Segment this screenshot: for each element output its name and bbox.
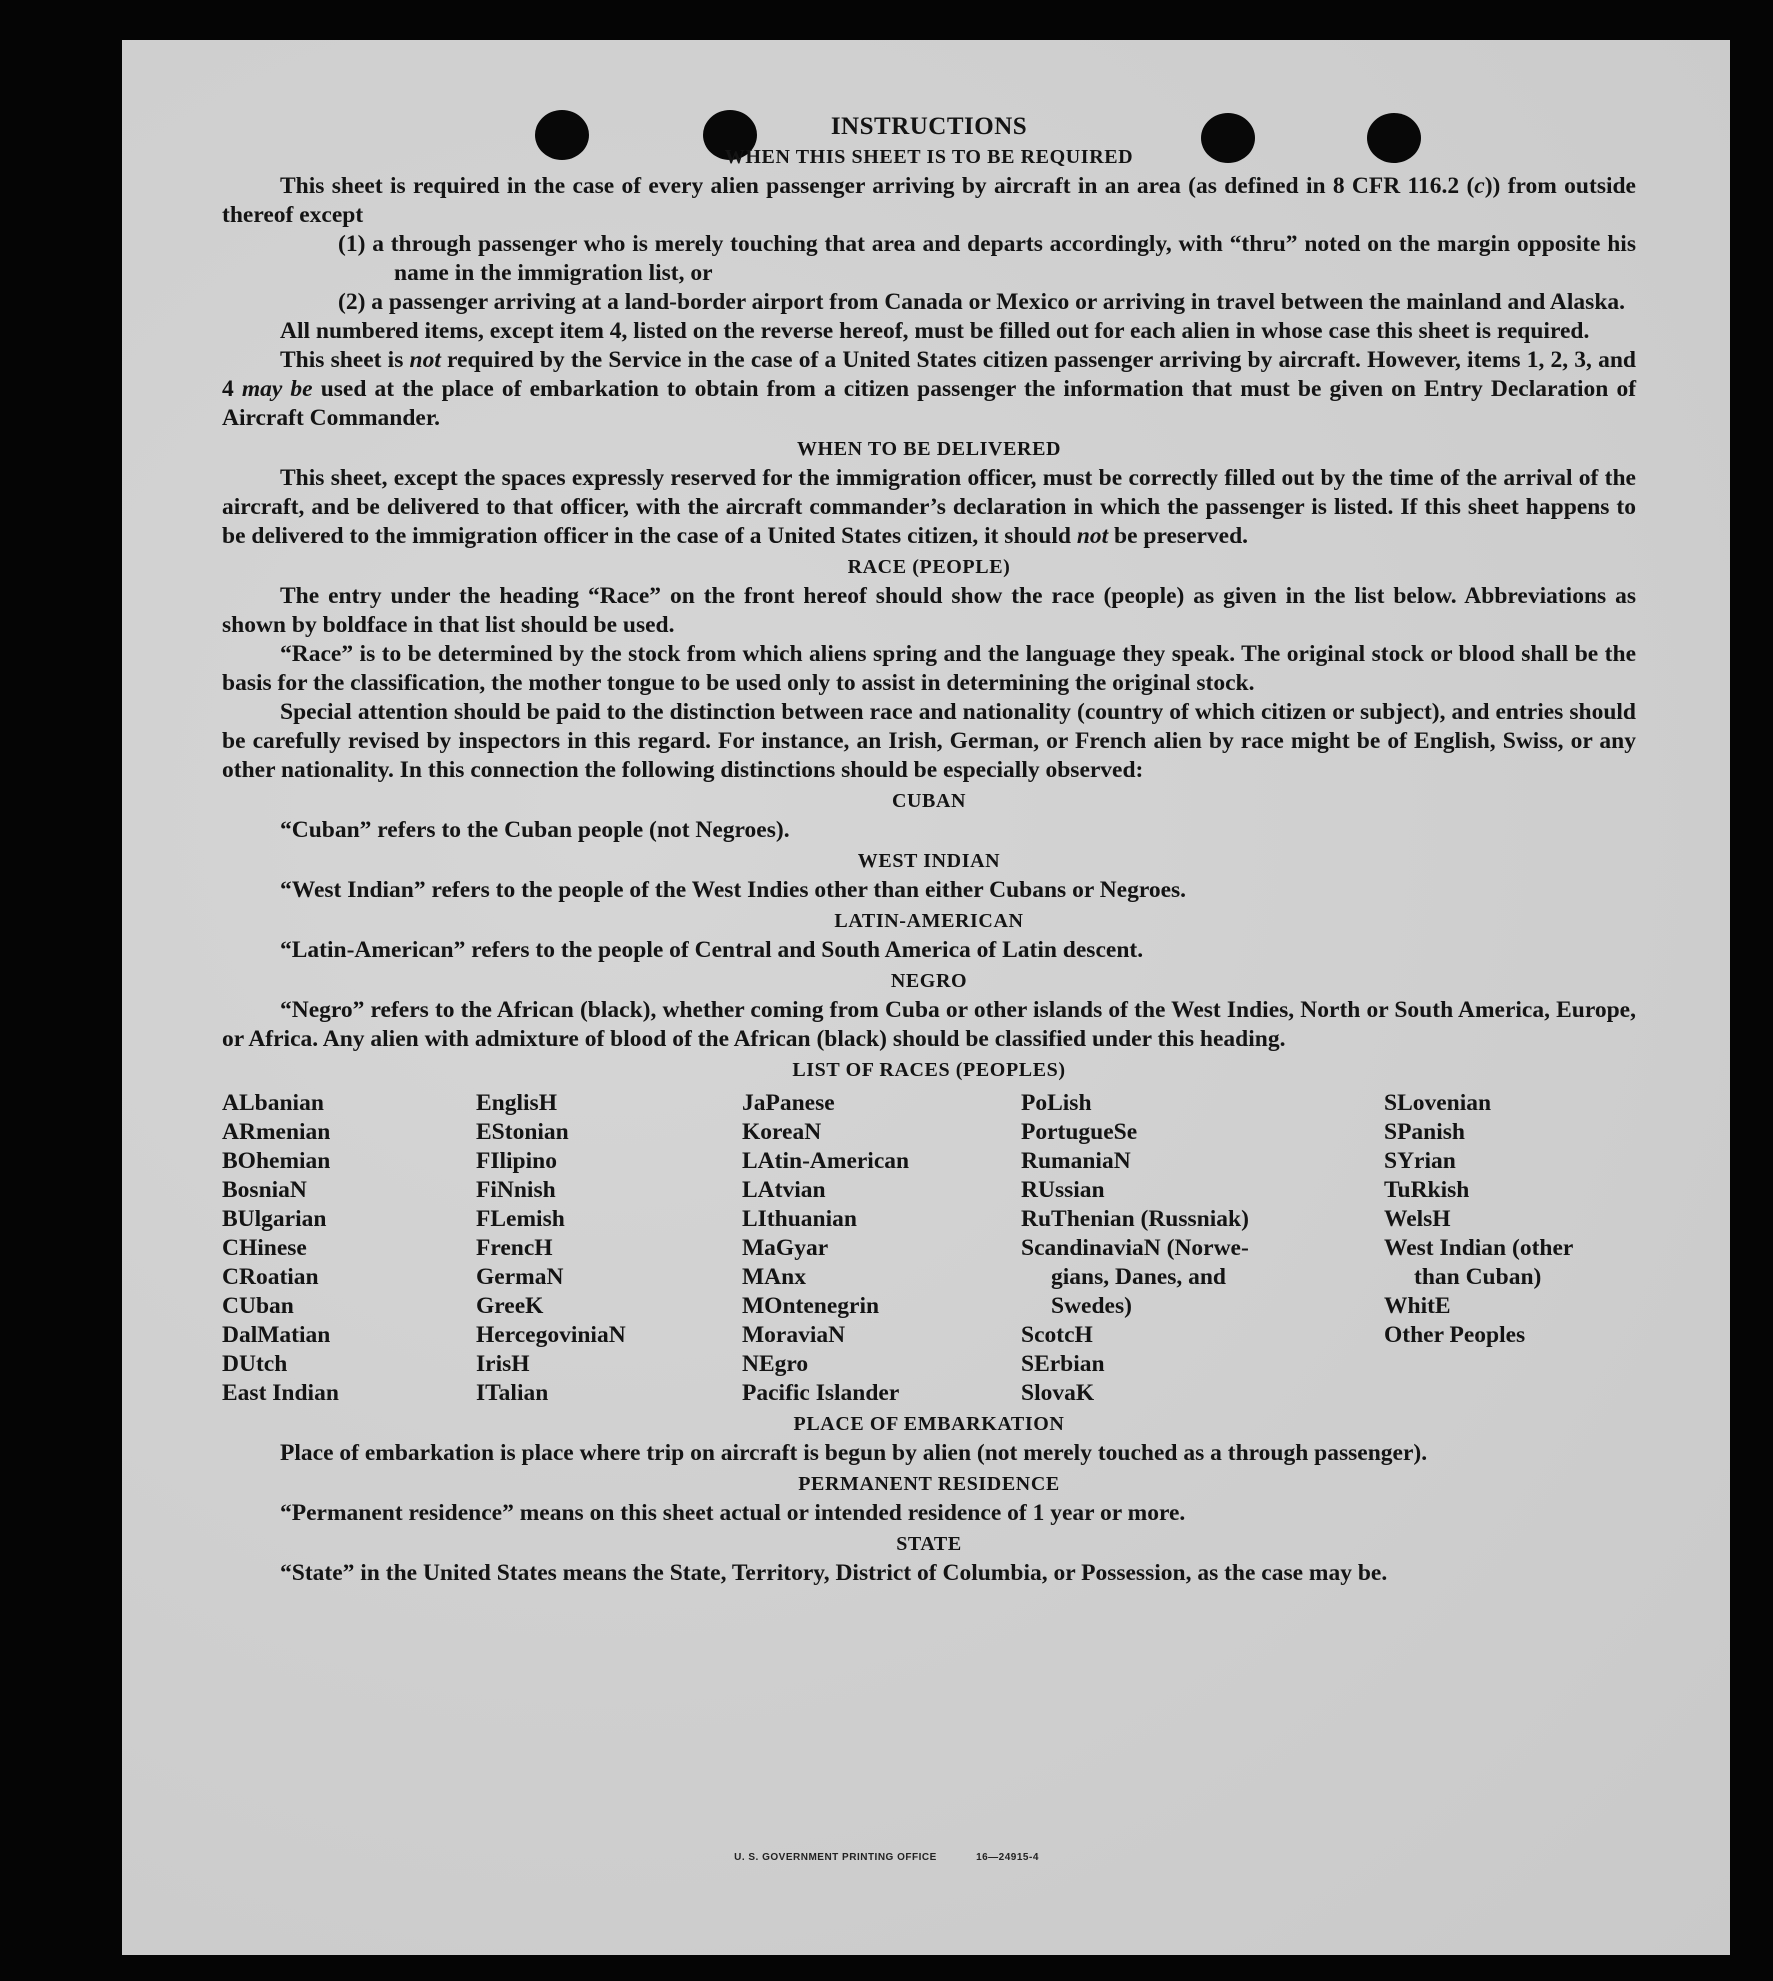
paragraph	[222, 172, 1636, 230]
text-segment: “Permanent residence” means on this sheet actual or intended residence of 1 year or more.	[280, 1500, 1186, 1526]
instructions-content	[222, 112, 1636, 1588]
race-entry: TuRkish	[1384, 1177, 1470, 1203]
race-entry: SYrian	[1384, 1148, 1456, 1174]
section-heading: RACE (PEOPLE)	[847, 556, 1011, 578]
form-number: 16—24915-4	[976, 1852, 1039, 1863]
race-entry: HercegoviniaN	[476, 1322, 626, 1348]
section-heading: WHEN THIS SHEET IS TO BE REQUIRED	[724, 146, 1134, 168]
printer-name: U. S. GOVERNMENT PRINTING OFFICE	[734, 1852, 937, 1863]
race-column	[1384, 1089, 1644, 1408]
text-segment: This sheet is	[280, 347, 410, 373]
race-entry: WelsH	[1384, 1206, 1451, 1232]
race-entry: Swedes)	[1051, 1293, 1132, 1319]
instruction-sections-2	[222, 1410, 1636, 1588]
text-segment: be preserved.	[1108, 523, 1249, 549]
text-segment: “West Indian” refers to the people of the West Indies other than either Cubans or Negroes.	[280, 877, 1187, 903]
section-heading: PERMANENT RESIDENCE	[798, 1473, 1060, 1495]
paragraph	[222, 582, 1636, 640]
race-column	[742, 1089, 1021, 1408]
race-entry: SErbian	[1021, 1351, 1105, 1377]
printer-footer	[0, 1852, 1773, 1863]
race-entry: BosniaN	[222, 1177, 307, 1203]
text-segment: Place of embarkation is place where trip on aircraft is begun by alien (not merely touched as a through passenger).	[280, 1440, 1428, 1466]
section-heading: PLACE OF EMBARKATION	[793, 1413, 1065, 1435]
race-entry: FrencH	[476, 1235, 553, 1261]
race-entry: ITalian	[476, 1380, 549, 1406]
race-column	[476, 1089, 742, 1408]
race-entry: MOntenegrin	[742, 1293, 880, 1319]
race-entry: GermaN	[476, 1264, 564, 1290]
race-entry: EStonian	[476, 1119, 569, 1145]
instruction-sections	[222, 143, 1636, 1054]
section-heading: CUBAN	[891, 790, 967, 812]
paragraph	[222, 936, 1636, 965]
paragraph	[222, 698, 1636, 785]
paragraph	[222, 464, 1636, 551]
race-entry: JaPanese	[742, 1090, 835, 1116]
text-segment: This sheet is required in the case of every alien passenger arriving by aircraft in an area (as defined in 8 CFR 116.2 (	[280, 173, 1475, 199]
emphasis-text: not	[1076, 523, 1109, 549]
race-entry: IrisH	[476, 1351, 530, 1377]
race-entry: GreeK	[476, 1293, 544, 1319]
text-segment: “Negro” refers to the African (black), whether coming from Cuba or other islands of the West Indies, North or South America, Europe, or Africa. Any alien with admixture of blood of the African (black) should be classified under this heading.	[222, 997, 1636, 1052]
paragraph	[222, 1439, 1636, 1468]
race-entry: FiNnish	[476, 1177, 556, 1203]
race-entry: MaGyar	[742, 1235, 829, 1261]
race-entry: RuThenian (Russniak)	[1021, 1206, 1249, 1232]
text-segment: The entry under the heading “Race” on the front hereof should show the race (people) as given in the list below. Abbreviations as shown by boldface in that list should be used.	[222, 583, 1636, 638]
race-entry: FLemish	[476, 1206, 565, 1232]
race-entry: NEgro	[742, 1351, 809, 1377]
text-segment: (1) a through passenger who is merely touching that area and departs accordingly, with “thru” noted on the margin opposite his name in the immigration list, or	[338, 231, 1636, 286]
race-entry: MoraviaN	[742, 1322, 846, 1348]
race-column	[1021, 1089, 1384, 1408]
page-title: INSTRUCTIONS	[830, 113, 1028, 140]
emphasis-text: c	[1474, 173, 1485, 199]
race-entry: FIlipino	[476, 1148, 557, 1174]
text-segment: This sheet, except the spaces expressly reserved for the immigration officer, must be correctly filled out by the time of the arrival of the aircraft, and be delivered to that officer, with the aircraft commander’s declaration in which the passenger is listed. If this sheet happens to be delivered to the immigration officer in the case of a United States citizen, it should	[222, 465, 1636, 549]
paragraph	[222, 996, 1636, 1054]
race-entry: DalMatian	[222, 1322, 331, 1348]
race-entry: LAtvian	[742, 1177, 826, 1203]
race-entry: Pacific Islander	[742, 1380, 900, 1406]
race-entry: RumaniaN	[1021, 1148, 1131, 1174]
text-segment: (2) a passenger arriving at a land-border airport from Canada or Mexico or arriving in travel between the mainland and Alaska.	[338, 289, 1626, 315]
race-entry: RUssian	[1021, 1177, 1105, 1203]
race-entry: WhitE	[1384, 1293, 1451, 1319]
paragraph	[222, 876, 1636, 905]
race-list	[222, 1089, 1636, 1408]
race-entry: LAtin-American	[742, 1148, 910, 1174]
section-heading: LATIN-AMERICAN	[834, 910, 1024, 932]
text-segment: )) from outside thereof except	[222, 173, 1636, 228]
race-list-heading: LIST OF RACES (PEOPLES)	[792, 1059, 1066, 1081]
race-entry: ALbanian	[222, 1090, 324, 1116]
race-entry: SLovenian	[1384, 1090, 1492, 1116]
paragraph	[222, 640, 1636, 698]
race-entry: PoLish	[1021, 1090, 1092, 1116]
race-entry: gians, Danes, and	[1051, 1264, 1226, 1290]
text-segment: Special attention should be paid to the distinction between race and nationality (country of which citizen or subject), and entries should be carefully revised by inspectors in this regard. For instance, an Irish, German, or French alien by race might be of English, Swiss, or any other nationality. In this connection the following distinctions should be especially observed:	[222, 699, 1636, 783]
paragraph	[222, 1559, 1636, 1588]
section-heading: WHEN TO BE DELIVERED	[796, 438, 1062, 460]
race-entry: ARmenian	[222, 1119, 331, 1145]
numbered-item	[222, 288, 1636, 317]
text-segment: “Cuban” refers to the Cuban people (not Negroes).	[280, 817, 790, 843]
paragraph	[222, 816, 1636, 845]
race-entry: BOhemian	[222, 1148, 331, 1174]
text-segment: “State” in the United States means the State, Territory, District of Columbia, or Possession, as the case may be.	[280, 1560, 1388, 1586]
race-entry: SlovaK	[1021, 1380, 1095, 1406]
race-entry: EnglisH	[476, 1090, 557, 1116]
race-entry: MAnx	[742, 1264, 806, 1290]
race-entry: LIthuanian	[742, 1206, 857, 1232]
text-segment: “Latin-American” refers to the people of Central and South America of Latin descent.	[280, 937, 1144, 963]
race-entry: CHinese	[222, 1235, 307, 1261]
paragraph	[222, 317, 1636, 346]
emphasis-text: not	[409, 347, 441, 373]
section-heading: NEGRO	[890, 970, 968, 992]
race-column	[222, 1089, 476, 1408]
emphasis-text: may be	[241, 376, 313, 402]
race-entry: DUtch	[222, 1351, 288, 1377]
race-entry: PortugueSe	[1021, 1119, 1138, 1145]
race-entry: CRoatian	[222, 1264, 319, 1290]
text-segment: used at the place of embarkation to obtain from a citizen passenger the information that must be given on Entry Declaration of Aircraft Commander.	[222, 376, 1637, 431]
text-segment: required by the Service in the case of a United States citizen passenger arriving by aircraft. However, items 1, 2, 3, and 4	[222, 347, 1636, 402]
section-heading: STATE	[896, 1533, 962, 1555]
paragraph	[222, 346, 1636, 433]
race-entry: East Indian	[222, 1380, 339, 1406]
race-entry: ScotcH	[1021, 1322, 1093, 1348]
paragraph	[222, 1499, 1636, 1528]
race-entry: Other Peoples	[1384, 1322, 1526, 1348]
section-heading: WEST INDIAN	[857, 850, 1001, 872]
text-segment: All numbered items, except item 4, listed on the reverse hereof, must be filled out for each alien in whose case this sheet is required.	[280, 318, 1590, 344]
text-segment: “Race” is to be determined by the stock from which aliens spring and the language they speak. The original stock or blood shall be the basis for the classification, the mother tongue to be used only to assist in determining the original stock.	[222, 641, 1636, 696]
race-entry: SPanish	[1384, 1119, 1465, 1145]
race-entry: than Cuban)	[1414, 1264, 1542, 1290]
race-entry: BUlgarian	[222, 1206, 327, 1232]
race-entry: ScandinaviaN (Norwe-	[1021, 1235, 1249, 1261]
race-entry: CUban	[222, 1293, 294, 1319]
race-entry: KoreaN	[742, 1119, 822, 1145]
race-entry: West Indian (other	[1384, 1235, 1574, 1261]
numbered-item	[222, 230, 1636, 288]
